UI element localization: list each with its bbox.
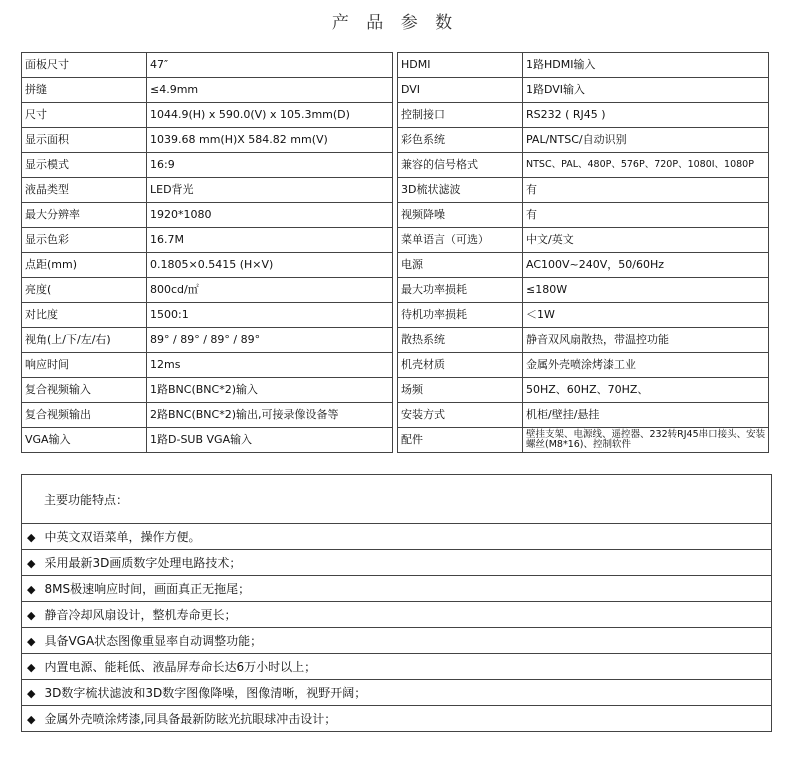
spec-value: ≤4.9mm xyxy=(147,78,393,103)
feature-text: 中英文双语菜单，操作方便。 xyxy=(44,530,201,544)
features-heading-row xyxy=(22,475,772,524)
spec-value: 壁挂支架、电源线、遥控器、232转RJ45串口接头、安装螺丝(M8*16)、控制软件 xyxy=(523,428,769,453)
spec-label: 控制接口 xyxy=(398,103,523,128)
spec-value: ≤180W xyxy=(523,278,769,303)
spec-value: 1500:1 xyxy=(147,303,393,328)
spec-label: 拼缝 xyxy=(22,78,147,103)
spec-label: 点距(mm) xyxy=(22,253,147,278)
feature-text: 金属外壳喷涂烤漆,同具备最新防眩光抗眼球冲击设计； xyxy=(44,712,337,726)
spec-value: 47″ xyxy=(147,53,393,78)
feature-row xyxy=(22,524,772,550)
spec-value: 有 xyxy=(523,178,769,203)
spec-label: 待机功率损耗 xyxy=(398,303,523,328)
spec-row xyxy=(398,253,769,278)
spec-row xyxy=(398,228,769,253)
spec-label: 显示面积 xyxy=(22,128,147,153)
spec-value: AC100V~240V，50/60Hz xyxy=(523,253,769,278)
spec-row xyxy=(398,353,769,378)
spec-value: PAL/NTSC/自动识别 xyxy=(523,128,769,153)
spec-label: 液晶类型 xyxy=(22,178,147,203)
spec-value: 1039.68 mm(H)X 584.82 mm(V) xyxy=(147,128,393,153)
spec-label: 彩色系统 xyxy=(398,128,523,153)
spec-row xyxy=(22,378,393,403)
spec-label: 面板尺寸 xyxy=(22,53,147,78)
spec-label: 最大功率损耗 xyxy=(398,278,523,303)
spec-label: 尺寸 xyxy=(22,103,147,128)
spec-value: 1044.9(H) x 590.0(V) x 105.3mm(D) xyxy=(147,103,393,128)
spec-value: 2路BNC(BNC*2)输出,可接录像设备等 xyxy=(147,403,393,428)
spec-row xyxy=(398,153,769,178)
spec-row xyxy=(398,403,769,428)
spec-row xyxy=(22,153,393,178)
spec-table-left xyxy=(21,52,393,453)
spec-row xyxy=(398,378,769,403)
feature-row xyxy=(22,602,772,628)
spec-label: 场频 xyxy=(398,378,523,403)
spec-row xyxy=(398,278,769,303)
spec-value: 金属外壳喷涂烤漆工业 xyxy=(523,353,769,378)
feature-row xyxy=(22,706,772,732)
spec-row xyxy=(22,253,393,278)
spec-label: 响应时间 xyxy=(22,353,147,378)
spec-value: RS232 ( RJ45 ) xyxy=(523,103,769,128)
spec-label: 最大分辨率 xyxy=(22,203,147,228)
spec-row xyxy=(398,428,769,453)
feature-text: 3D数字梳状滤波和3D数字图像降噪，图像清晰，视野开阔； xyxy=(44,686,367,700)
spec-row xyxy=(22,78,393,103)
spec-row xyxy=(22,278,393,303)
spec-value: 50HZ、60HZ、70HZ、 xyxy=(523,378,769,403)
features-table xyxy=(21,474,772,732)
feature-text: 采用最新3D画质数字处理电路技术； xyxy=(44,556,242,570)
diamond-bullet-icon: ◆ xyxy=(27,635,36,648)
spec-row xyxy=(398,128,769,153)
spec-value: NTSC、PAL、480P、576P、720P、1080I、1080P xyxy=(523,153,769,178)
spec-label: DVI xyxy=(398,78,523,103)
spec-label: 显示模式 xyxy=(22,153,147,178)
spec-value: 12ms xyxy=(147,353,393,378)
spec-label: 机壳材质 xyxy=(398,353,523,378)
spec-value: 0.1805×0.5415 (H×V) xyxy=(147,253,393,278)
spec-value: 中文/英文 xyxy=(523,228,769,253)
spec-value: 机柜/壁挂/悬挂 xyxy=(523,403,769,428)
spec-row xyxy=(22,228,393,253)
diamond-bullet-icon: ◆ xyxy=(27,531,36,544)
diamond-bullet-icon: ◆ xyxy=(27,557,36,570)
spec-value: 静音双风扇散热，带温控功能 xyxy=(523,328,769,353)
spec-row xyxy=(398,303,769,328)
spec-label: 菜单语言（可选） xyxy=(398,228,523,253)
diamond-bullet-icon: ◆ xyxy=(27,687,36,700)
spec-value: 16:9 xyxy=(147,153,393,178)
spec-row xyxy=(22,303,393,328)
spec-label: HDMI xyxy=(398,53,523,78)
spec-label: 对比度 xyxy=(22,303,147,328)
feature-row xyxy=(22,628,772,654)
spec-row xyxy=(398,178,769,203)
spec-row xyxy=(398,78,769,103)
feature-row xyxy=(22,576,772,602)
spec-label: 复合视频输入 xyxy=(22,378,147,403)
spec-value: 1路HDMI输入 xyxy=(523,53,769,78)
feature-row xyxy=(22,550,772,576)
spec-label: 电源 xyxy=(398,253,523,278)
page-title: 产 品 参 数 xyxy=(331,13,459,33)
spec-table-right xyxy=(397,52,769,453)
spec-row xyxy=(398,328,769,353)
feature-text: 静音冷却风扇设计，整机寿命更长； xyxy=(44,608,237,622)
spec-value: 800cd/㎡ xyxy=(147,278,393,303)
spec-row xyxy=(22,353,393,378)
spec-value: 1路BNC(BNC*2)输入 xyxy=(147,378,393,403)
spec-row xyxy=(22,53,393,78)
spec-row xyxy=(398,53,769,78)
spec-label: 复合视频输出 xyxy=(22,403,147,428)
diamond-bullet-icon: ◆ xyxy=(27,609,36,622)
feature-row xyxy=(22,680,772,706)
spec-value: ＜1W xyxy=(523,303,769,328)
diamond-bullet-icon: ◆ xyxy=(27,583,36,596)
feature-row xyxy=(22,654,772,680)
spec-value: 1路D-SUB VGA输入 xyxy=(147,428,393,453)
spec-label: VGA输入 xyxy=(22,428,147,453)
spec-row xyxy=(22,128,393,153)
spec-label: 散热系统 xyxy=(398,328,523,353)
spec-value: 1路DVI输入 xyxy=(523,78,769,103)
diamond-bullet-icon: ◆ xyxy=(27,713,36,726)
feature-text: 具备VGA状态图像重显率自动调整功能； xyxy=(44,634,263,648)
spec-row xyxy=(22,328,393,353)
feature-text: 8MS极速响应时间，画面真正无拖尾； xyxy=(44,582,251,596)
spec-row xyxy=(22,428,393,453)
spec-row xyxy=(398,203,769,228)
spec-value: LED背光 xyxy=(147,178,393,203)
spec-row xyxy=(22,403,393,428)
feature-text: 内置电源、能耗低、液晶屏寿命长达6万小时以上； xyxy=(44,660,317,674)
spec-label: 亮度( xyxy=(22,278,147,303)
spec-value: 16.7M xyxy=(147,228,393,253)
spec-value: 89° / 89° / 89° / 89° xyxy=(147,328,393,353)
spec-row xyxy=(22,178,393,203)
spec-label: 兼容的信号格式 xyxy=(398,153,523,178)
spec-label: 3D梳状滤波 xyxy=(398,178,523,203)
spec-label: 视频降噪 xyxy=(398,203,523,228)
spec-label: 视角(上/下/左/右) xyxy=(22,328,147,353)
spec-value: 1920*1080 xyxy=(147,203,393,228)
spec-value: 有 xyxy=(523,203,769,228)
spec-label: 安装方式 xyxy=(398,403,523,428)
features-heading: 主要功能特点： xyxy=(22,475,772,524)
spec-row xyxy=(22,103,393,128)
spec-row xyxy=(398,103,769,128)
diamond-bullet-icon: ◆ xyxy=(27,661,36,674)
spec-row xyxy=(22,203,393,228)
spec-label: 配件 xyxy=(398,428,523,453)
spec-label: 显示色彩 xyxy=(22,228,147,253)
